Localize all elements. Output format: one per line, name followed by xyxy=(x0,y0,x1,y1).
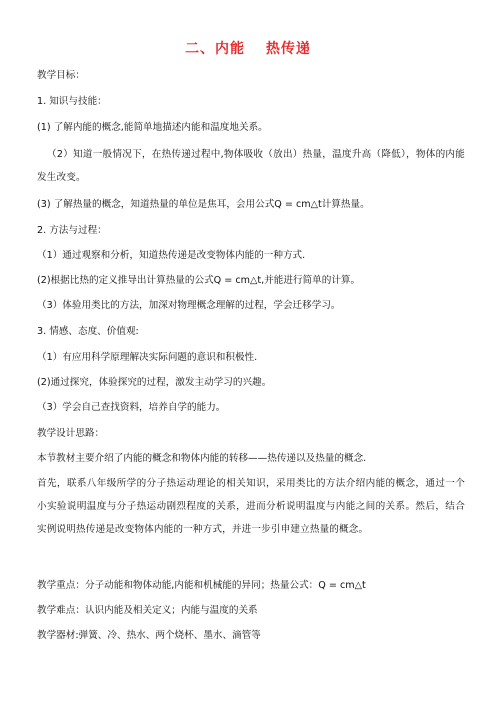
section3-item-1: （1）有应用科学原理解决实际问题的意识和积极性. xyxy=(37,352,258,363)
section2-heading: 2. 方法与过程： xyxy=(37,225,107,236)
equipment: 教学器材:弹簧、冷、热水、两个烧杯、墨水、滴管等 xyxy=(37,630,261,641)
design-paragraph-2: 首先，联系八年级所学的分子热运动理论的相关知识，采用类比的方法介绍内能的概念，通过一个小实验说明温度与分子热运动剧烈程度的关系，进而分析说明温度与内能之间的关系。然后，结合实例说明热传递是改变物体内能的一种方式，并进一步引申建立热量的概念。 xyxy=(37,478,465,535)
section2-item-1: （1）通过观察和分析，知道热传递是改变物体内能的一种方式. xyxy=(37,250,306,261)
section3-item-3: （3）学会自己查找资料，培养自学的能力。 xyxy=(37,402,226,413)
objectives-heading: 教学目标： xyxy=(37,70,85,81)
section3-heading: 3. 情感、态度、价值观: xyxy=(37,326,139,337)
difficulties: 教学难点：认识内能及相关定义；内能与温度的关系 xyxy=(37,605,258,616)
section2-item-3: （3）体验用类比的方法，加深对物理概念理解的过程，学会迁移学习。 xyxy=(37,300,341,311)
section1-item-2: （2）知道一般情况下，在热传递过程中,物体吸收（放出）热量，温度升高（降低），物体的内能发生改变。 xyxy=(37,149,465,183)
section1-item-1: (1) 了解内能的概念,能简单地描述内能和温度地关系。 xyxy=(37,122,268,133)
section2-item-2: (2)根据比热的定义推导出计算热量的公式Q = cm△t,并能进行简单的计算。 xyxy=(37,275,361,286)
section3-item-2: (2)通过探究，体验探究的过程，激发主动学习的兴趣。 xyxy=(37,377,272,388)
page-title: 二、内能 热传递 xyxy=(185,41,311,57)
design-paragraph-1: 本节教材主要介绍了内能的概念和物体内能的转移——热传递以及热量的概念. xyxy=(37,453,367,464)
section1-heading: 1. 知识与技能： xyxy=(37,96,107,107)
design-heading: 教学设计思路： xyxy=(37,428,105,439)
key-points: 教学重点：分子动能和物体动能,内能和机械能的异同；热量公式：Q = cm△t xyxy=(37,580,366,591)
section1-item-3: (3) 了解热量的概念，知道热量的单位是焦耳，会用公式Q = cm△t计算热量。 xyxy=(37,199,370,210)
